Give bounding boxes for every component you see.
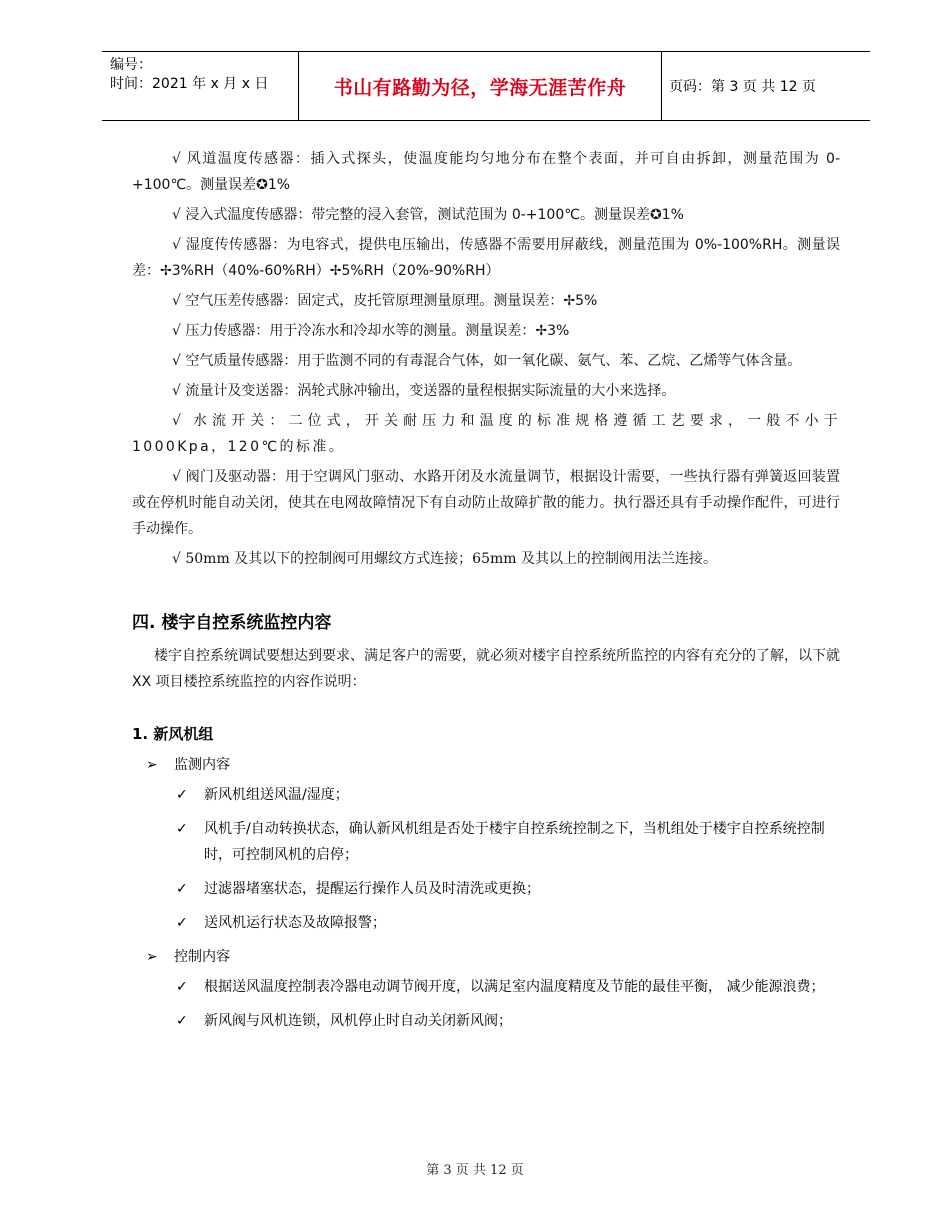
arrow-bullet-icon: ➢ <box>146 757 158 773</box>
list-item-text: 送风机运行状态及故障报警； <box>204 915 386 931</box>
list-item-text: 新风机组送风温/湿度； <box>204 787 349 803</box>
check-icon: ✓ <box>176 1013 188 1029</box>
page-header <box>102 51 870 121</box>
control-heading <box>132 944 840 970</box>
arrow-bullet-icon: ➢ <box>146 949 158 965</box>
list-item <box>132 782 840 808</box>
list-item-text: 风机手/自动转换状态，确认新风机组是否处于楼宇自控系统控制之下，当机组处于楼宇自控系统控制时，可控制风机的启停； <box>204 821 825 863</box>
check-icon: ✓ <box>176 821 188 837</box>
header-number-label: 编号： <box>110 57 152 73</box>
section-intro: 楼宇自控系统调试要想达到要求、满足客户的需要，就必须对楼宇自控系统所监控的内容有充分的了解，以下就 XX 项目楼控系统监控的内容作说明： <box>132 648 840 690</box>
page-footer: 第 3 页 共 12 页 <box>426 1163 524 1178</box>
sensor-item: √ 压力传感器：用于冷冻水和冷却水等的测量。测量误差：✢3% <box>172 323 570 339</box>
sensor-item: √ 风道温度传感器：插入式探头，使温度能均匀地分布在整个表面，并可自由拆卸，测量范围为 0-+100℃。测量误差✪1% <box>132 151 840 193</box>
sensor-item: √ 阀门及驱动器：用于空调风门驱动、水路开闭及水流量调节，根据设计需要，一些执行器有弹簧返回装置或在停机时能自动关闭，使其在电网故障情况下有自动防止故障扩散的能力。执行器还具有手动操作配件，可进行手动操作。 <box>132 469 840 537</box>
section-title: 四. 楼宇自控系统监控内容 <box>132 613 332 633</box>
sensor-item: √ 水流开关：二位式，开关耐压力和温度的标准规格遵循工艺要求，一般不小于 1000Kpa，120℃的标准。 <box>132 413 840 455</box>
header-meta <box>110 56 268 94</box>
check-icon: ✓ <box>176 979 188 995</box>
list-item-text: 根据送风温度控制表冷器电动调节阀开度，以满足室内温度精度及节能的最佳平衡， 减少能源浪费； <box>204 979 825 995</box>
monitor-label: 监测内容 <box>174 757 230 773</box>
header-time-label: 时间：2021 年 x 月 x 日 <box>110 76 269 92</box>
check-icon: ✓ <box>176 915 188 931</box>
header-divider <box>661 52 662 120</box>
subsection-title: 1. 新风机组 <box>132 725 214 743</box>
document-body <box>132 146 840 1042</box>
sensor-item: √ 空气压差传感器：固定式，皮托管原理测量原理。测量误差：✢5% <box>172 293 598 309</box>
sensor-item: √ 浸入式温度传感器：带完整的浸入套管，测试范围为 0-+100℃。测量误差✪1% <box>172 207 684 223</box>
sensor-item: √ 湿度传传感器：为电容式，提供电压输出，传感器不需要用屏蔽线，测量范围为 0%-100%RH。测量误差：✢3%RH（40%-60%RH）✢5%RH（20%-90%RH） <box>132 237 840 279</box>
sensor-item: √ 50mm 及其以下的控制阀可用螺纹方式连接；65mm 及其以上的控制阀用法兰连接。 <box>172 551 718 567</box>
monitor-heading <box>132 752 840 778</box>
list-item-text: 过滤器堵塞状态，提醒运行操作人员及时清洗或更换； <box>204 881 540 897</box>
control-label: 控制内容 <box>174 949 230 965</box>
header-page-info: 页码：第 3 页 共 12 页 <box>669 79 816 95</box>
list-item-text: 新风阀与风机连锁，风机停止时自动关闭新风阀； <box>204 1013 512 1029</box>
sensor-item: √ 流量计及变送器：涡轮式脉冲输出，变送器的量程根据实际流量的大小来选择。 <box>172 383 676 399</box>
sensor-item: √ 空气质量传感器：用于监测不同的有毒混合气体，如一氧化碳、氨气、苯、乙烷、乙烯等气体含量。 <box>172 353 802 369</box>
check-icon: ✓ <box>176 787 188 803</box>
list-item <box>132 1008 840 1034</box>
list-item <box>132 910 840 936</box>
list-item <box>132 974 840 1000</box>
check-icon: ✓ <box>176 881 188 897</box>
list-item <box>132 876 840 902</box>
list-item <box>132 816 840 868</box>
header-motto: 书山有路勤为径，学海无涯苦作舟 <box>333 76 627 99</box>
